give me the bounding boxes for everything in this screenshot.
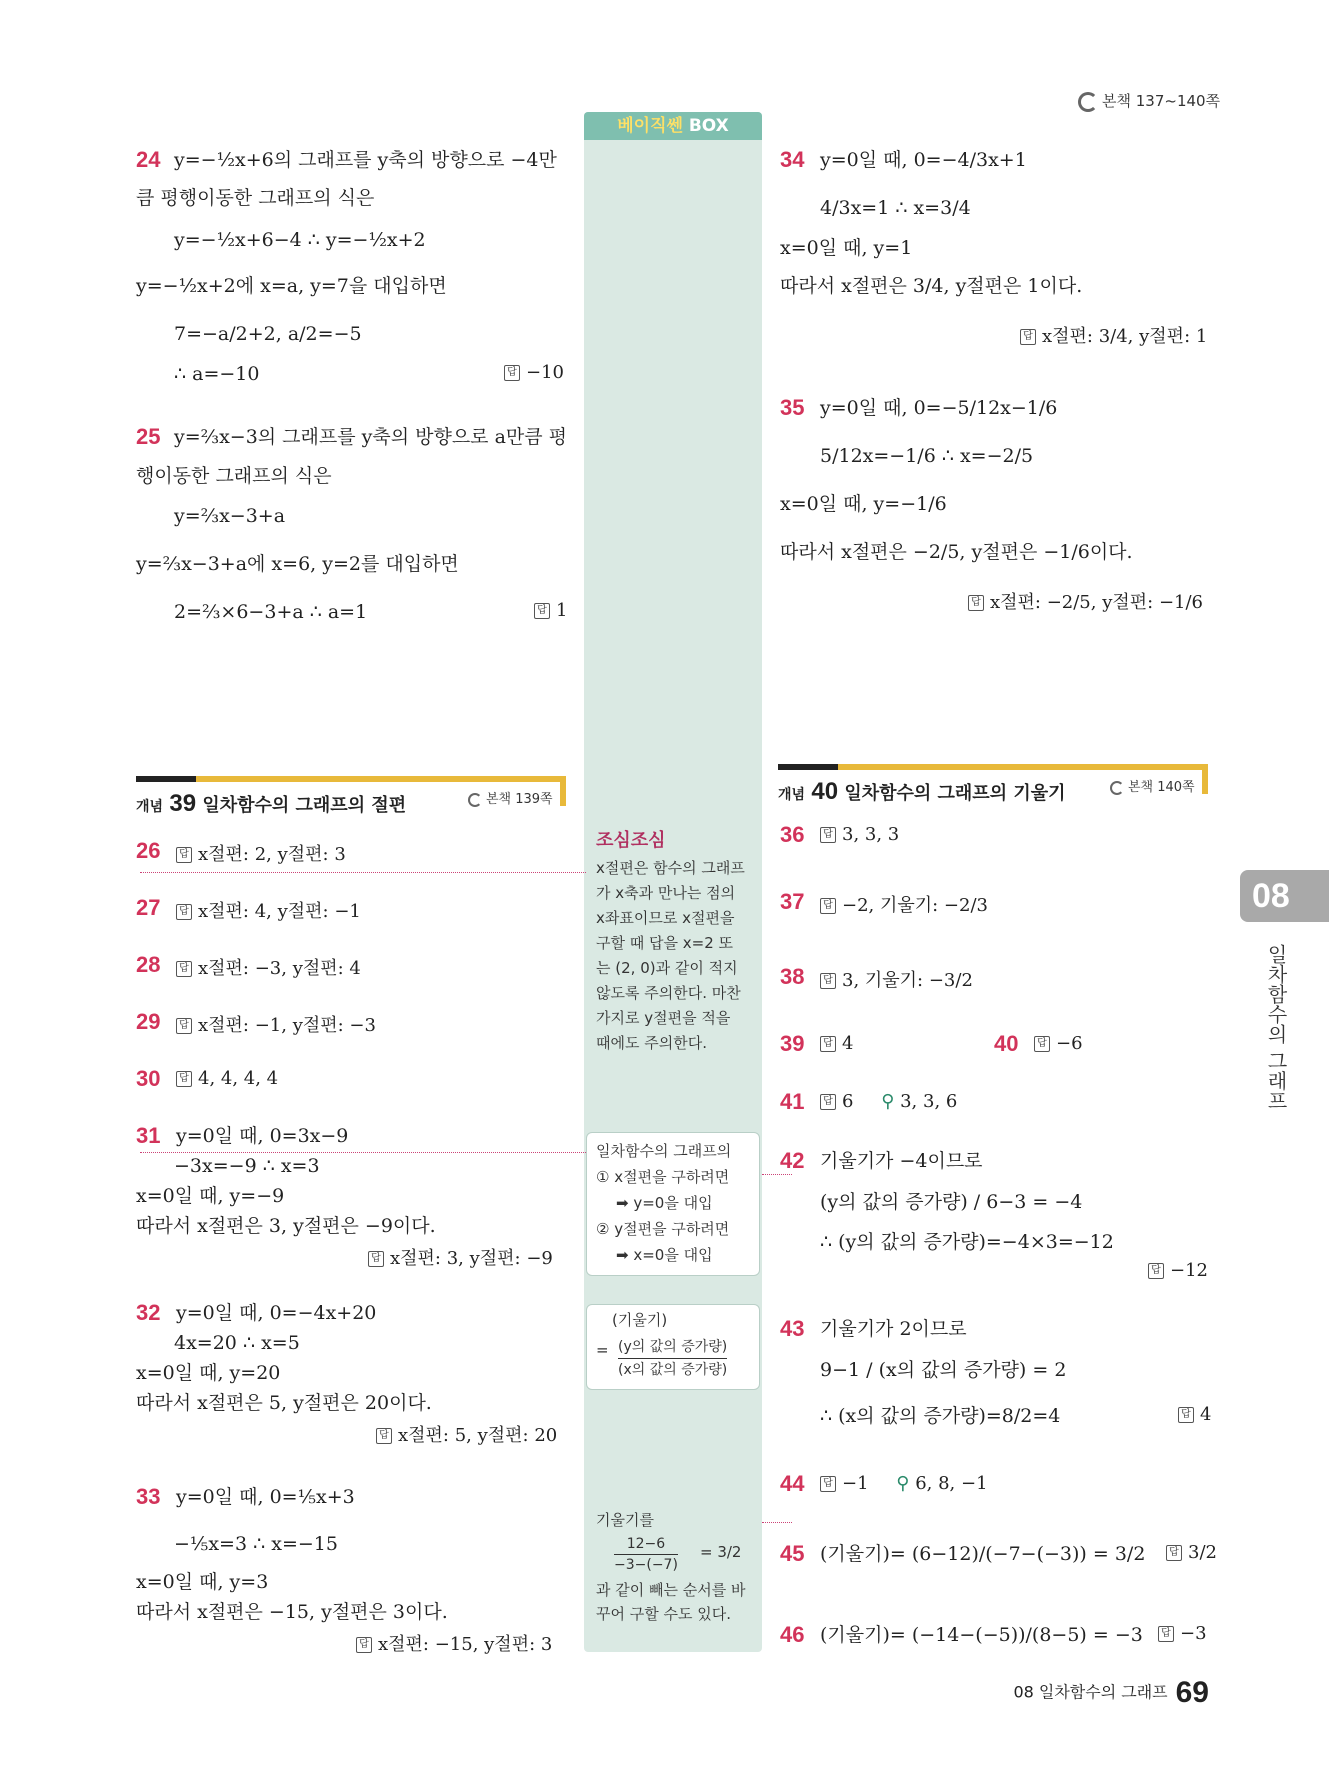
tip-slope-label: (기울기) bbox=[612, 1311, 668, 1329]
caution-title: 조심조심 bbox=[596, 830, 666, 851]
answer-icon: 답 bbox=[1178, 1407, 1194, 1423]
connector-26 bbox=[140, 872, 586, 873]
tip-order-fraction: 12−6 −3−(−7) bbox=[614, 1536, 678, 1573]
caution-text: x절편은 함수의 그래프 가 x축과 만나는 점의 x좌표이므로 x절편을 구할 때 답을 x=2 또 는 (2, 0)과 같이 적지 않도록 주의한다. 마찬 가지로 y절편을 적을 때에도 주의한다. bbox=[596, 859, 745, 1052]
answer-icon: 답 bbox=[534, 603, 550, 619]
magnifier-icon: ⚲ bbox=[881, 1091, 895, 1112]
connector-31 bbox=[140, 1152, 586, 1153]
footer-chapter: 08 일차함수의 그래프 bbox=[1013, 1682, 1168, 1702]
answer-icon: 답 bbox=[1020, 329, 1036, 345]
reference-icon bbox=[1078, 92, 1098, 112]
answer-icon: 답 bbox=[820, 1094, 836, 1110]
tip-intercept-text: 일차함수의 그래프의 ① x절편을 구하려면 ➡ y=0을 대입 ② y절편을 구하려면 ➡ x=0을 대입 bbox=[596, 1142, 732, 1264]
answer-icon: 답 bbox=[176, 847, 192, 863]
tip-slope-fraction: (y의 값의 증가량) (x의 값의 증가량) bbox=[618, 1336, 727, 1381]
answer-icon: 답 bbox=[176, 904, 192, 920]
connector-42 bbox=[762, 1174, 792, 1175]
answer-icon: 답 bbox=[1034, 1036, 1050, 1052]
answer-icon: 답 bbox=[356, 1637, 372, 1653]
answer-icon: 답 bbox=[176, 1071, 192, 1087]
answer-icon: 답 bbox=[968, 595, 984, 611]
concept-39-header: 개념 39 일차함수의 그래프의 절편 본책 139쪽 bbox=[136, 776, 566, 818]
page-number: 69 bbox=[1175, 1676, 1209, 1709]
answer-icon: 답 bbox=[820, 1036, 836, 1052]
tip-order-a: 기울기를 bbox=[596, 1511, 654, 1529]
answer-icon: 답 bbox=[176, 1018, 192, 1034]
answer-icon: 답 bbox=[820, 973, 836, 989]
answer-icon: 답 bbox=[376, 1428, 392, 1444]
reference-icon bbox=[1110, 781, 1124, 795]
chapter-tab[interactable]: 08 bbox=[1240, 870, 1329, 922]
answer-icon: 답 bbox=[368, 1251, 384, 1267]
basic-box-title: 베이직쎈 BOX bbox=[584, 112, 762, 140]
magnifier-icon: ⚲ bbox=[896, 1473, 910, 1494]
concept-40-header: 개념 40 일차함수의 그래프의 기울기 본책 140쪽 bbox=[778, 764, 1208, 806]
reference-icon bbox=[468, 793, 482, 807]
answer-icon: 답 bbox=[820, 1476, 836, 1492]
answer-icon: 답 bbox=[176, 961, 192, 977]
page-reference: 본책 137~140쪽 bbox=[1078, 90, 1220, 112]
chapter-vertical-label: 일차함수의 그래프 bbox=[1264, 944, 1288, 1111]
answer-icon: 답 bbox=[820, 898, 836, 914]
answer-icon: 답 bbox=[820, 827, 836, 843]
answer-icon: 답 bbox=[1166, 1545, 1182, 1561]
answer-icon: 답 bbox=[504, 365, 520, 381]
answer-icon: 답 bbox=[1158, 1626, 1174, 1642]
page-footer bbox=[1013, 1676, 1209, 1710]
answer-icon: 답 bbox=[1148, 1263, 1164, 1279]
connector-45 bbox=[762, 1522, 792, 1523]
